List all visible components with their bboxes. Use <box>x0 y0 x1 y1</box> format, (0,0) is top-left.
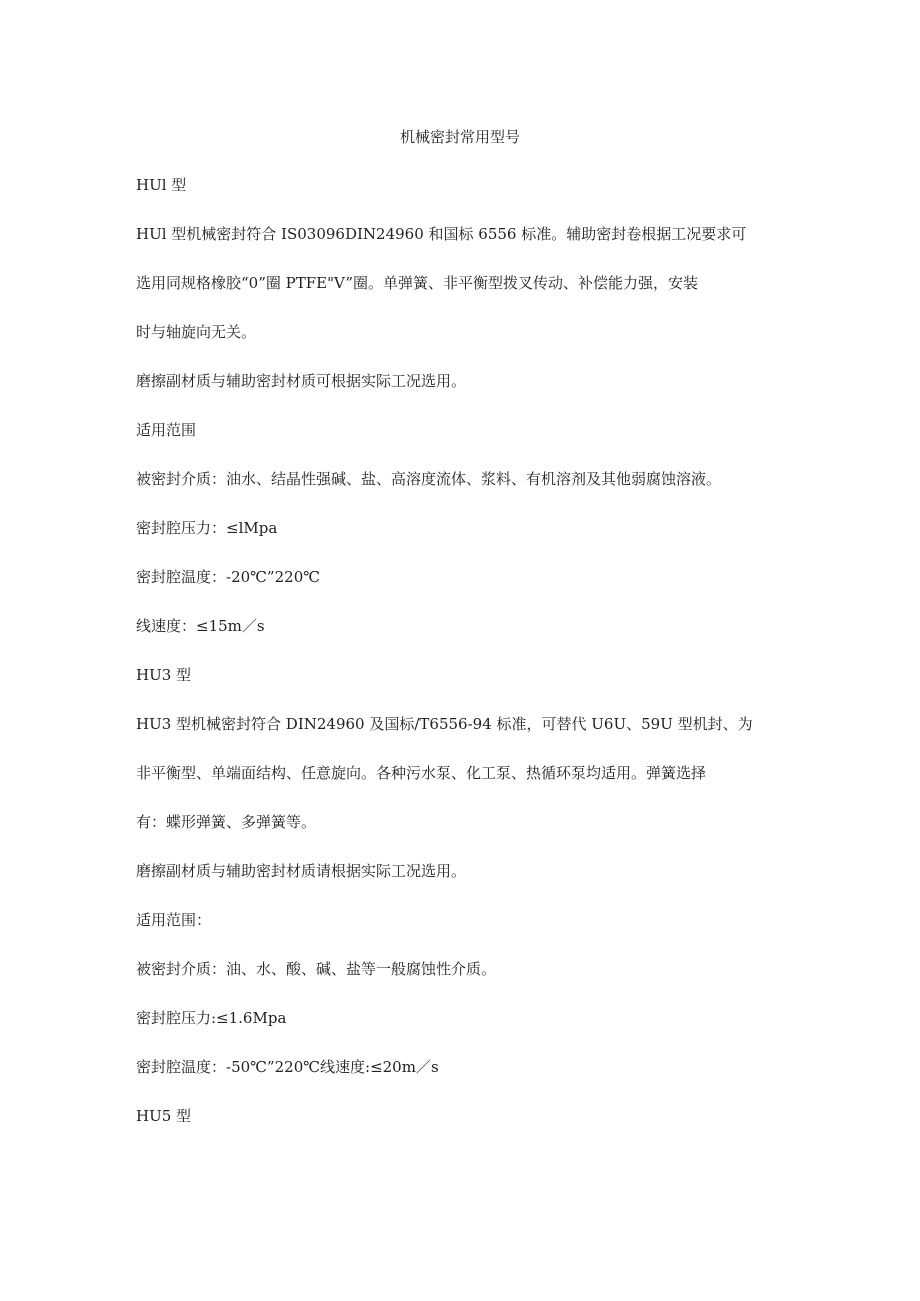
subsection-heading: 适用范围： <box>136 911 212 929</box>
document-body <box>136 175 796 1126</box>
spec-line-temperature-speed: 密封腔温度：-50℃”220℃线速度:≤20m／s <box>136 1058 439 1076</box>
document-title: 机械密封常用型号 <box>399 128 520 146</box>
subsection-heading: 适用范围 <box>136 421 197 439</box>
spec-line-medium: 被密封介质：油水、结晶性强碱、盐、高溶度流体、浆料、有机溶剂及其他弱腐蚀溶液。 <box>136 470 722 488</box>
spec-line-temperature: 密封腔温度：-20℃”220℃ <box>136 568 321 586</box>
paragraph-line: 选用同规格橡胶“0”圈 PTFE"V”圈。单弹簧、非平衡型拨叉传动、补偿能力强，安装 <box>136 274 699 292</box>
section-heading-hu1: HUl 型 <box>136 176 187 194</box>
section-heading-hu5: HU5 型 <box>136 1107 192 1125</box>
spec-line-medium: 被密封介质：油、水、酸、碱、盐等一般腐蚀性介质。 <box>136 960 497 978</box>
paragraph-line: 磨擦副材质与辅助密封材质可根据实际工况选用。 <box>136 372 467 390</box>
spec-line-pressure: 密封腔压力：≤lMpa <box>136 519 278 537</box>
spec-line-speed: 线速度：≤15m／s <box>136 617 265 635</box>
section-heading-hu3: HU3 型 <box>136 666 192 684</box>
paragraph-line: HU3 型机械密封符合 DIN24960 及国标/T6556-94 标准，可替代 U6U、59U 型机封、为 <box>136 715 753 733</box>
paragraph-line: 磨擦副材质与辅助密封材质请根据实际工况选用。 <box>136 862 467 880</box>
spec-line-pressure: 密封腔压力:≤1.6Mpa <box>136 1009 287 1027</box>
paragraph-line: HUl 型机械密封符合 IS03096DIN24960 和国标 6556 标准。辅助密封卷根据工况要求可 <box>136 225 747 243</box>
paragraph-line: 非平衡型、单端面结构、任意旋向。各种污水泵、化工泵、热循环泵均适用。弹簧选择 <box>136 764 707 782</box>
paragraph-line: 时与轴旋向无关。 <box>136 323 257 341</box>
paragraph-line: 有：蝶形弹簧、多弹簧等。 <box>136 813 317 831</box>
